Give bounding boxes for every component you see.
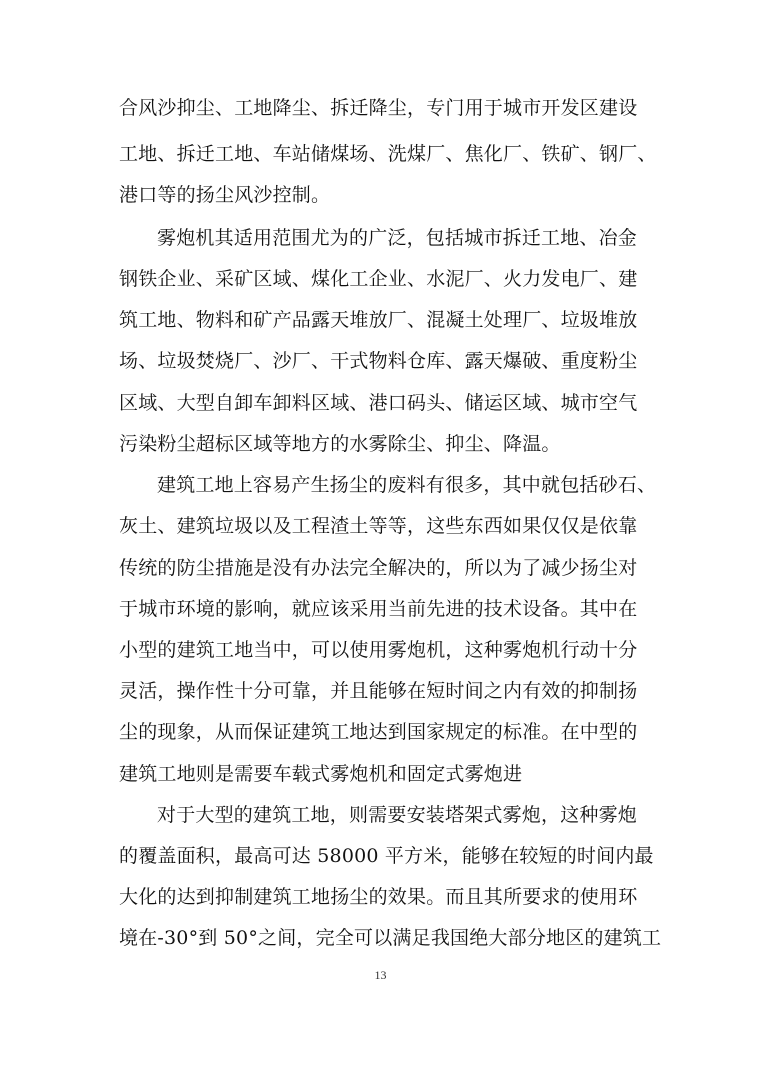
text-line: 小型的建筑工地当中，可以使用雾炮机，这种雾炮机行动十分 [119, 639, 638, 661]
text-line: 工地、拆迁工地、车站储煤场、洗煤厂、焦化厂、铁矿、钢厂、 [119, 143, 657, 165]
text-line: 筑工地、物料和矿产品露天堆放厂、混凝土处理厂、垃圾堆放 [119, 309, 638, 331]
text-line: 境在-30°到 50°之间，完全可以满足我国绝大部分地区的建筑工 [119, 927, 662, 949]
text-line: 大化的达到抑制建筑工地扬尘的效果。而且其所要求的使用环 [119, 886, 638, 908]
text-line: 建筑工地则是需要车载式雾炮机和固定式雾炮进 [119, 763, 523, 785]
text-line: 污染粉尘超标区域等地方的水雾除尘、抑尘、降温。 [119, 433, 561, 455]
text-line: 于城市环境的影响，就应该采用当前先进的技术设备。其中在 [119, 598, 638, 620]
text-line: 钢铁企业、采矿区域、煤化工企业、水泥厂、火力发电厂、建 [119, 268, 638, 290]
page-number: 13 [374, 968, 387, 982]
text-line: 场、垃圾焚烧厂、沙厂、干式物料仓库、露天爆破、重度粉尘 [119, 350, 638, 372]
text-line: 的覆盖面积，最高可达 58000 平方米，能够在较短的时间内最 [119, 845, 654, 867]
paragraph-start-line: 建筑工地上容易产生扬尘的废料有很多，其中就包括砂石、 [157, 474, 657, 496]
text-line: 传统的防尘措施是没有办法完全解决的，所以为了减少扬尘对 [119, 557, 638, 579]
text-line: 灵活，操作性十分可靠，并且能够在短时间之内有效的抑制扬 [119, 680, 638, 702]
text-line: 港口等的扬尘风沙控制。 [119, 184, 331, 206]
text-line: 区域、大型自卸车卸料区域、港口码头、储运区域、城市空气 [119, 392, 638, 414]
text-line: 灰土、建筑垃圾以及工程渣土等等，这些东西如果仅仅是依靠 [119, 515, 638, 537]
paragraph-start-line: 雾炮机其适用范围尤为的广泛，包括城市拆迁工地、冶金 [157, 227, 638, 249]
text-line: 合风沙抑尘、工地降尘、拆迁降尘，专门用于城市开发区建设 [119, 97, 638, 119]
paragraph-start-line: 对于大型的建筑工地，则需要安装塔架式雾炮，这种雾炮 [157, 804, 638, 826]
text-line: 尘的现象，从而保证建筑工地达到国家规定的标准。在中型的 [119, 721, 638, 743]
